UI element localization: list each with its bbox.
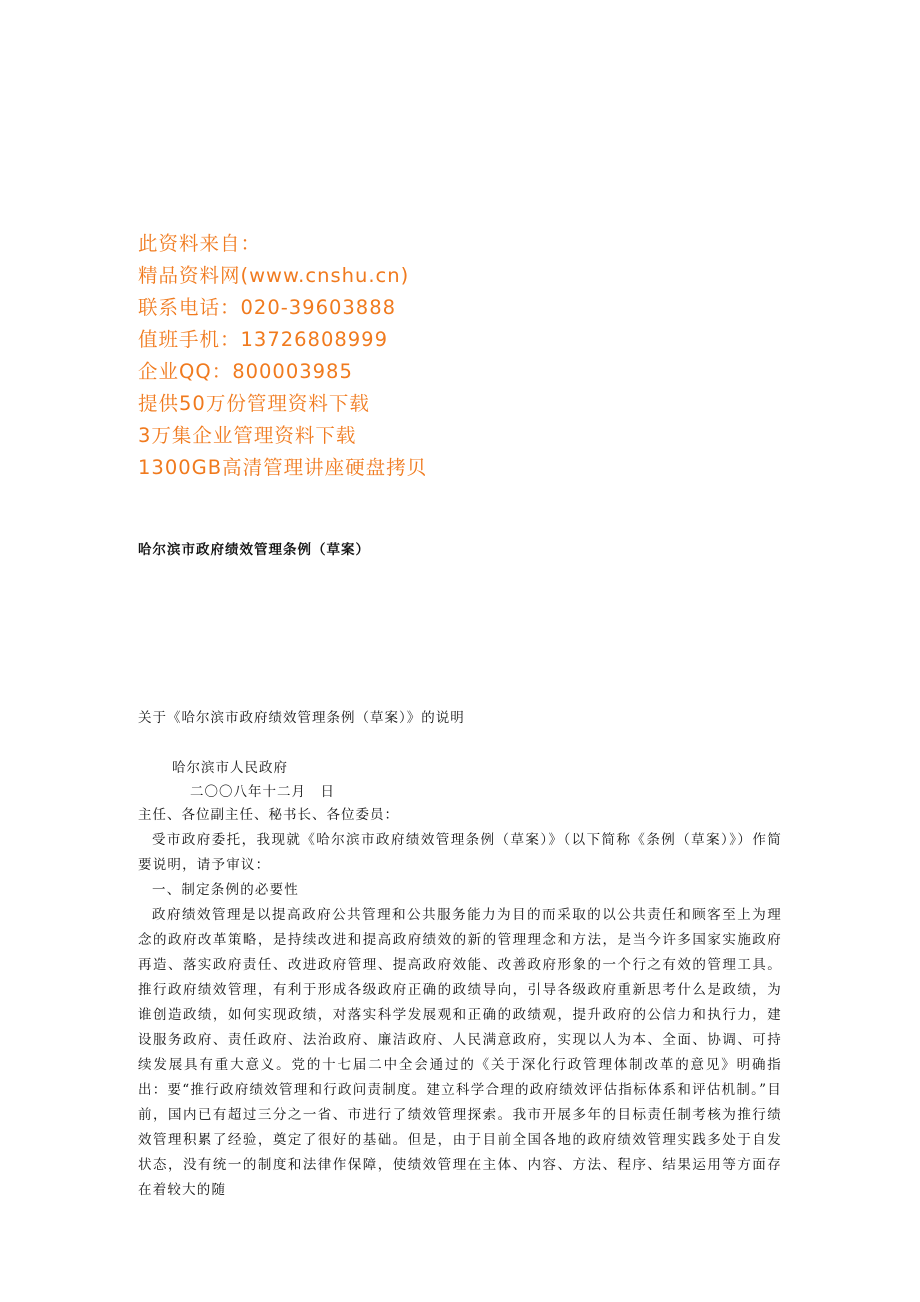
promo-harddisk-line: 1300GB高清管理讲座硬盘拷贝	[138, 456, 428, 479]
promo-source-line: 此资料来自：	[138, 232, 262, 255]
explanation-title: 关于《哈尔滨市政府绩效管理条例（草案）》的说明	[138, 710, 465, 726]
promo-website-line: 精品资料网(www.cnshu.cn)	[138, 264, 410, 287]
promo-video-line: 3万集企业管理资料下载	[138, 424, 357, 447]
promo-mobile-line: 值班手机：13726808999	[138, 328, 388, 351]
issue-date: 二〇〇八年十二月 日	[190, 784, 335, 800]
document-title: 哈尔滨市政府绩效管理条例（草案）	[138, 542, 370, 558]
promo-qq-line: 企业QQ：800003985	[138, 360, 353, 383]
document-body	[138, 828, 782, 1203]
salutation: 主任、各位副主任、秘书长、各位委员：	[138, 807, 399, 823]
section-heading: 一、制定条例的必要性	[152, 882, 299, 898]
section-paragraph: 政府绩效管理是以提高政府公共管理和公共服务能力为目的而采取的以公共责任和顾客至上为理念的政府改革策略，是持续改进和提高政府绩效的新的管理理念和方法，是当今许多国家实施政府再造、落实政府责任、改进政府管理、提高政府效能、改善政府形象的一个行之有效的管理工具。推行政府绩效管理，有利于形成各级政府正确的政绩导向，引导各级政府重新思考什么是政绩，为谁创造政绩，如何实现政绩，对落实科学发展观和正确的政绩观，提升政府的公信力和执行力，建设服务政府、责任政府、法治政府、廉洁政府、人民满意政府，实现以人为本、全面、协调、可持续发展具有重大意义。党的十七届二中全会通过的《关于深化行政管理体制改革的意见》明确指出：要“推行政府绩效管理和行政问责制度。建立科学合理的政府绩效评估指标体系和评估机制。”目前，国内已有超过三分之一省、市进行了绩效管理探索。我市开展多年的目标责任制考核为推行绩效管理积累了经验，奠定了很好的基础。但是，由于目前全国各地的政府绩效管理实践多处于自发状态，没有统一的制度和法律作保障，使绩效管理在主体、内容、方法、程序、结果运用等方面存在着较大的随	[138, 907, 782, 1198]
promo-block	[138, 228, 778, 484]
intro-paragraph: 受市政府委托，我现就《哈尔滨市政府绩效管理条例（草案）》（以下简称《条例（草案）》）作简要说明，请予审议：	[138, 832, 782, 873]
promo-phone-line: 联系电话：020-39603888	[138, 296, 397, 319]
promo-download-line: 提供50万份管理资料下载	[138, 392, 370, 415]
issuer-name: 哈尔滨市人民政府	[172, 760, 288, 776]
